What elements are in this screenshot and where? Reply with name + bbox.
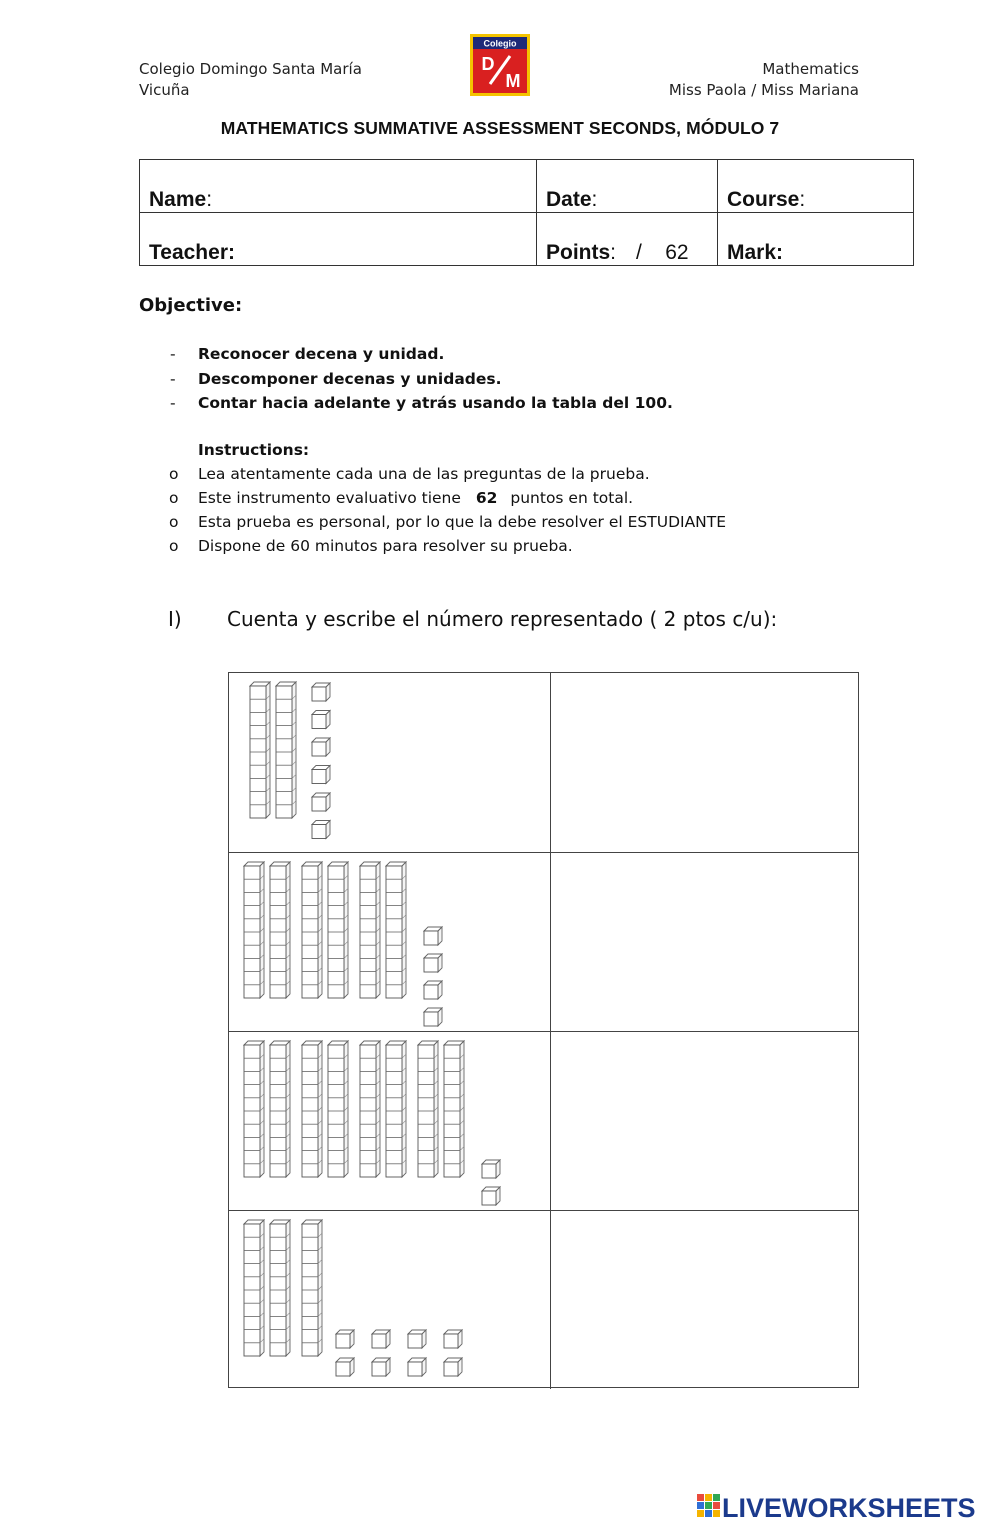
logo-tile-green	[705, 1502, 712, 1509]
teacher-names: Miss Paola / Miss Mariana	[668, 81, 859, 99]
logo-tile-yellow	[705, 1494, 712, 1501]
logo-tile-yellow	[713, 1510, 720, 1517]
logo-tile-blue	[705, 1510, 712, 1517]
teacher-label: Teacher:	[149, 241, 235, 264]
bullet: o	[169, 465, 179, 483]
unit-cube	[372, 1330, 390, 1348]
unit-cube	[312, 821, 330, 839]
unit-cube	[312, 738, 330, 756]
logo-letter-m: M	[505, 71, 521, 91]
ten-rod	[386, 862, 406, 998]
unit-cube	[336, 1358, 354, 1376]
ten-rod	[276, 682, 296, 818]
logo-tile-green	[713, 1494, 720, 1501]
instruction-item-4: Dispone de 60 minutos para resolver su prueba.	[198, 537, 573, 555]
unit-cube	[444, 1330, 462, 1348]
ten-rod	[360, 862, 380, 998]
bullet: -	[170, 370, 176, 388]
answer-box-4[interactable]	[551, 1211, 858, 1389]
answer-box-1[interactable]	[551, 673, 858, 852]
school-city: Vicuña	[139, 81, 190, 99]
ten-rod	[270, 862, 290, 998]
unit-cube	[408, 1358, 426, 1376]
objective-list	[139, 345, 899, 425]
ten-rod	[302, 862, 322, 998]
mark-label: Mark:	[727, 241, 784, 264]
bullet: o	[169, 537, 179, 555]
exercise-table	[228, 672, 859, 1388]
objective-item-2: Descomponer decenas y unidades.	[198, 370, 502, 388]
course-cell[interactable]: Course:	[718, 160, 914, 213]
logo-tile-red	[697, 1494, 704, 1501]
answer-box-3[interactable]	[551, 1032, 858, 1210]
objective-item-3: Contar hacia adelante y atrás usando la tabla del 100.	[198, 394, 673, 412]
question-1	[168, 607, 868, 637]
base-ten-blocks	[229, 1032, 550, 1211]
exercise-row-1	[229, 673, 858, 852]
unit-cube	[444, 1358, 462, 1376]
bullet: o	[169, 513, 179, 531]
bullet: -	[170, 345, 176, 363]
ten-rod	[302, 1041, 322, 1177]
ten-rod	[244, 862, 264, 998]
date-cell[interactable]: Date:	[537, 160, 718, 213]
exercise-row-4	[229, 1210, 858, 1389]
unit-cube	[312, 711, 330, 729]
points-cell[interactable]: Points: / 62	[537, 213, 718, 266]
instruction-item-3: Esta prueba es personal, por lo que la debe resolver el ESTUDIANTE	[198, 513, 727, 531]
instructions-heading: Instructions:	[198, 441, 310, 459]
instruction-item-2: Este instrumento evaluativo tiene 62 puntos en total.	[198, 489, 634, 507]
school-logo	[468, 32, 532, 98]
subject-name: Mathematics	[762, 60, 859, 78]
exercise-row-3	[229, 1031, 858, 1210]
objective-item-1: Reconocer decena y unidad.	[198, 345, 445, 363]
unit-cube	[312, 683, 330, 701]
question-number: I)	[168, 607, 182, 631]
logo-tile-yellow	[697, 1510, 704, 1517]
ten-rod	[244, 1041, 264, 1177]
total-points: 62	[475, 489, 498, 507]
objective-heading: Objective:	[139, 295, 243, 316]
page-title: MATHEMATICS SUMMATIVE ASSESSMENT SECONDS, MÓDULO 7	[220, 118, 780, 138]
unit-cube	[336, 1330, 354, 1348]
logo-tile-red	[713, 1502, 720, 1509]
bullet: o	[169, 489, 179, 507]
course-label: Course	[727, 188, 800, 211]
logo-top-text: Colegio	[483, 38, 517, 49]
date-label: Date	[546, 188, 592, 211]
ten-rod	[386, 1041, 406, 1177]
logo-tile-blue	[697, 1502, 704, 1509]
name-label: Name	[149, 188, 207, 211]
ten-rod	[302, 1220, 322, 1356]
unit-cube	[372, 1358, 390, 1376]
instruction-item-1: Lea atentamente cada una de las preguntas de la prueba.	[198, 465, 650, 483]
unit-cube	[424, 981, 442, 999]
unit-cube	[424, 1008, 442, 1026]
instructions-list	[139, 441, 899, 566]
base-ten-blocks	[229, 673, 550, 852]
answer-box-2[interactable]	[551, 853, 858, 1031]
ten-rod	[270, 1041, 290, 1177]
school-name: Colegio Domingo Santa María	[139, 60, 362, 78]
base-ten-blocks	[229, 853, 550, 1032]
unit-cube	[408, 1330, 426, 1348]
points-label: Points	[546, 241, 611, 264]
unit-cube	[424, 927, 442, 945]
brand-name: LIVEWORKSHEETS	[722, 1493, 976, 1522]
ten-rod	[244, 1220, 264, 1356]
points-value: / 62	[636, 241, 689, 264]
question-text: Cuenta y escribe el número representado ( 2 ptos c/u):	[227, 607, 778, 631]
bullet: -	[170, 394, 176, 412]
unit-cube	[482, 1160, 500, 1178]
ten-rod	[250, 682, 270, 818]
unit-cube	[482, 1187, 500, 1205]
unit-cube	[312, 766, 330, 784]
ten-rod	[360, 1041, 380, 1177]
unit-cube	[312, 793, 330, 811]
name-cell[interactable]: Name:	[140, 160, 537, 213]
logo-letter-d: D	[481, 54, 495, 74]
ten-rod	[418, 1041, 438, 1177]
ten-rod	[328, 1041, 348, 1177]
ten-rod	[328, 862, 348, 998]
ten-rod	[444, 1041, 464, 1177]
unit-cube	[424, 954, 442, 972]
teacher-cell[interactable]	[140, 213, 537, 266]
ten-rod	[270, 1220, 290, 1356]
student-info-table	[139, 159, 914, 266]
exercise-row-2	[229, 852, 858, 1031]
base-ten-blocks	[229, 1211, 550, 1390]
mark-cell[interactable]	[718, 213, 914, 266]
liveworksheets-logo	[697, 1490, 997, 1522]
